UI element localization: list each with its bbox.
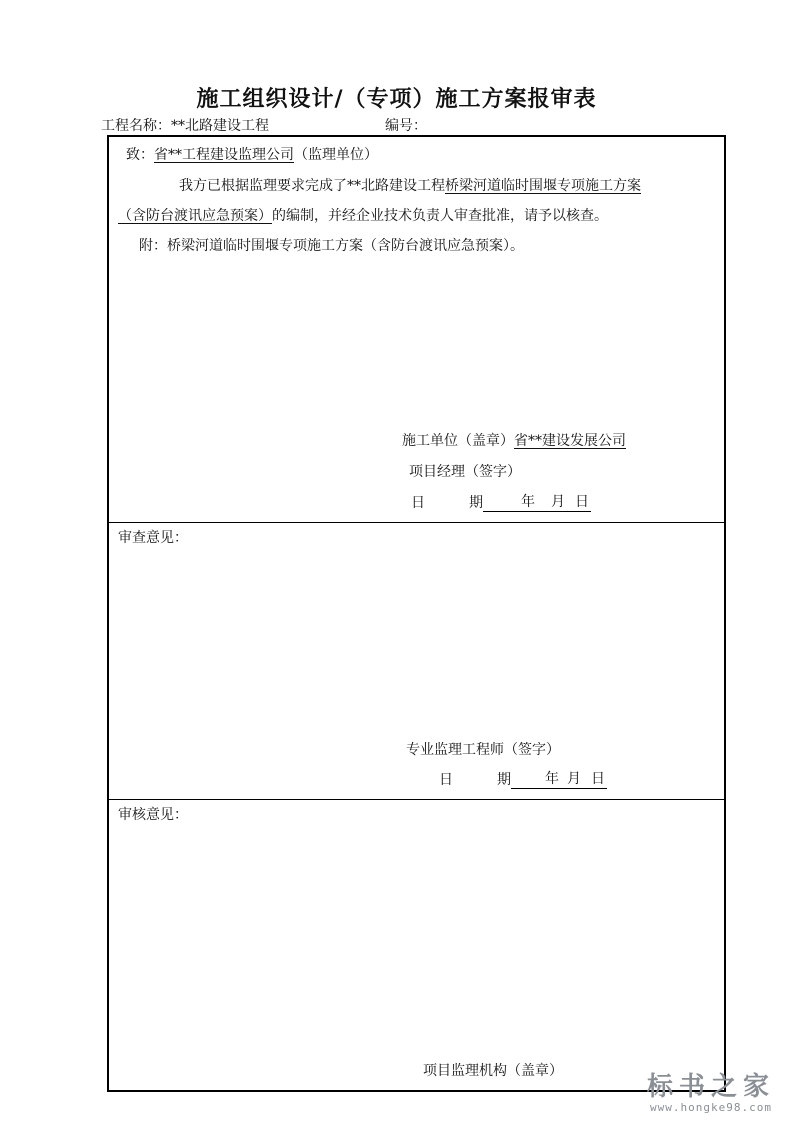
approval-form bbox=[107, 135, 726, 1092]
construction-unit-line: 施工单位（盖章）省**建设发展公司 bbox=[402, 433, 626, 449]
construction-unit-name: 省**建设发展公司 bbox=[514, 433, 626, 449]
audit-opinion-label: 审核意见： bbox=[118, 807, 188, 823]
watermark-text: 标书之家 bbox=[646, 1072, 775, 1102]
supervision-agency-seal: 项目监理机构（盖章） bbox=[423, 1063, 563, 1079]
addressee-line: 致：省**工程建设监理公司（监理单位） bbox=[126, 147, 378, 163]
project-name: 工程名称：**北路建设工程 bbox=[101, 118, 269, 134]
project-manager-signature: 项目经理（签字） bbox=[409, 464, 521, 480]
form-title: 施工组织设计/（专项）施工方案报审表 bbox=[196, 87, 597, 112]
review-section bbox=[109, 522, 724, 799]
serial-number: 编号： bbox=[385, 118, 427, 134]
attachment-line: 附：桥梁河道临时围堰专项施工方案（含防台渡讯应急预案）。 bbox=[139, 238, 524, 254]
submission-section bbox=[109, 137, 724, 522]
watermark bbox=[647, 1066, 775, 1114]
date-line-2: 日 期 年 月 日 bbox=[439, 771, 605, 788]
plan-name: 桥梁河道临时围堰专项施工方案 bbox=[445, 178, 641, 194]
engineer-signature: 专业监理工程师（签字） bbox=[406, 742, 560, 758]
supervision-unit: 省**工程建设监理公司 bbox=[154, 147, 294, 163]
date-line-1: 日 期 年 月 日 bbox=[411, 494, 589, 511]
body-line-1: 我方已根据监理要求完成了**北路建设工程桥梁河道临时围堰专项施工方案 bbox=[179, 178, 641, 194]
review-opinion-label: 审查意见： bbox=[118, 530, 188, 546]
plan-name-suffix: （含防台渡讯应急预案） bbox=[118, 208, 272, 224]
body-line-2: （含防台渡讯应急预案）的编制，并经企业技术负责人审查批准，请予以核查。 bbox=[118, 208, 608, 224]
audit-section bbox=[109, 799, 724, 1092]
watermark-url: www.hongke98.com bbox=[650, 1101, 772, 1114]
